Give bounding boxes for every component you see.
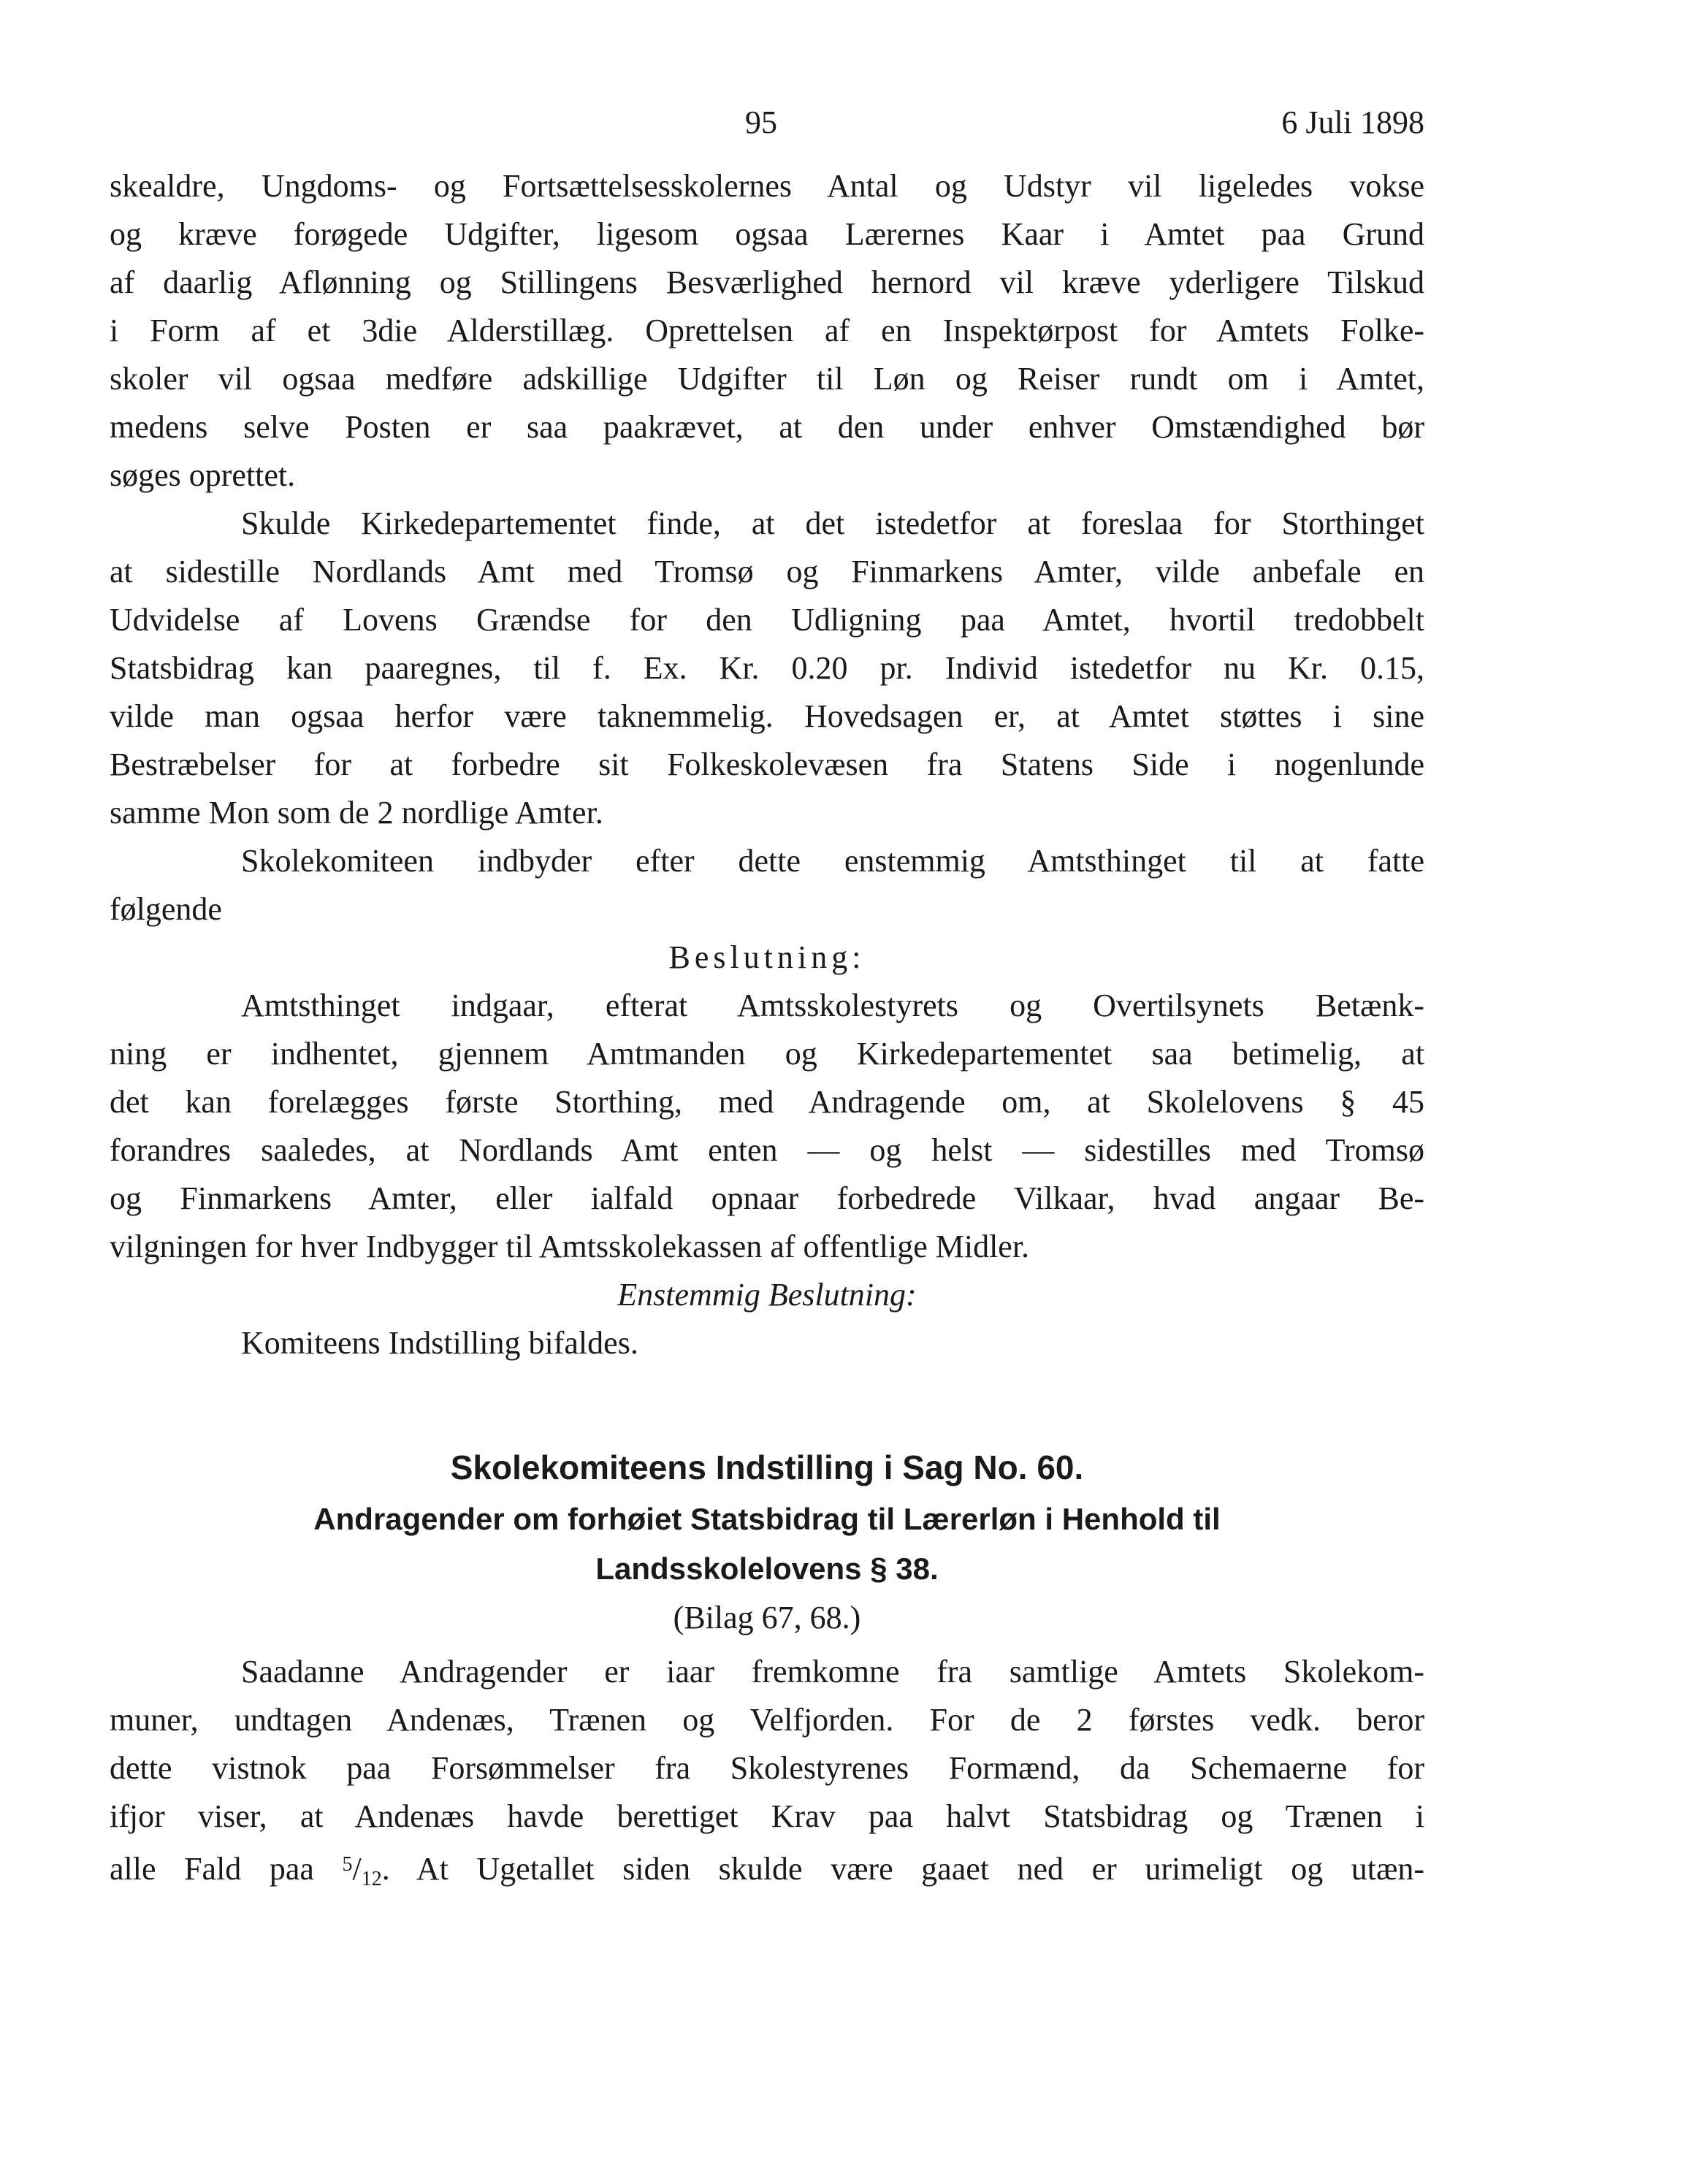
fraction-numerator: 5: [342, 1853, 353, 1876]
text-line: Statsbidrag kan paaregnes, til f. Ex. Kr. 0.20 pr. Individ istedetfor nu Kr. 0.15,: [110, 650, 1424, 686]
text-line: at sidestille Nordlands Amt med Tromsø og Finmarkens Amter, vilde anbefale en: [110, 554, 1424, 589]
unanimous-heading: Enstemmig Beslutning:: [617, 1277, 917, 1313]
fraction-denominator: 12: [361, 1868, 382, 1890]
text-line: Bestræbelser for at forbedre sit Folkeskolevæsen fra Statens Side i nogenlunde: [110, 747, 1424, 782]
text-line: Skulde Kirkedepartementet finde, at det istedetfor at foreslaa for Storthinget: [241, 505, 1424, 541]
text-line: forandres saaledes, at Nordlands Amt enten — og helst — sidestilles med Tromsø: [110, 1132, 1424, 1168]
text-line: det kan forelægges første Storthing, med Andragende om, at Skolelovens § 45: [110, 1084, 1424, 1120]
document-body: [110, 162, 1424, 1889]
text-line: Amtsthinget indgaar, efterat Amtsskolestyrets og Overtilsynets Betænk-: [241, 988, 1424, 1023]
section-subtitle: Landsskolelovens § 38.: [595, 1551, 939, 1586]
paragraph-1: [110, 162, 1424, 500]
page-date: 6 Juli 1898: [1281, 104, 1424, 140]
text-line: og Finmarkens Amter, eller ialfald opnaar forbedrede Vilkaar, hvad angaar Be-: [110, 1180, 1424, 1216]
text-line: skoler vil ogsaa medføre adskillige Udgifter til Løn og Reiser rundt om i Amtet,: [110, 361, 1424, 397]
text-line: muner, undtagen Andenæs, Trænen og Velfjorden. For de 2 førstes vedk. beror: [110, 1702, 1424, 1738]
paragraph-3: [110, 837, 1424, 933]
text-line: medens selve Posten er saa paakrævet, at den under enhver Omstændighed bør: [110, 409, 1424, 445]
text-fragment: . At Ugetallet siden skulde være gaaet ned er urimeligt og utæn-: [381, 1851, 1424, 1887]
paragraph-2: [110, 500, 1424, 837]
text-line: samme Mon som de 2 nordlige Amter.: [110, 795, 603, 831]
text-fragment: alle Fald paa: [110, 1851, 343, 1887]
page-number: 95: [745, 104, 777, 140]
text-line: af daarlig Aflønning og Stillingens Besværlighed hernord vil kræve yderligere Tilskud: [110, 264, 1424, 300]
paragraph-4: [110, 982, 1424, 1271]
text-line: søges oprettet.: [110, 457, 296, 493]
text-line: Udvidelse af Lovens Grændse for den Udligning paa Amtet, hvortil tredobbelt: [110, 602, 1424, 638]
section-title: Skolekomiteens Indstilling i Sag No. 60.: [450, 1448, 1084, 1486]
resolution-heading: Beslutning:: [668, 939, 866, 975]
text-line: skealdre, Ungdoms- og Fortsættelsesskolernes Antal og Udstyr vil ligeledes vokse: [110, 168, 1424, 204]
paragraph-6: [110, 1648, 1424, 1889]
text-line: følgende: [110, 891, 222, 927]
text-line: ning er indhentet, gjennem Amtmanden og Kirkedepartementet saa betimelig, at: [110, 1036, 1424, 1072]
text-line: i Form af et 3die Alderstillæg. Oprettelsen af en Inspektørpost for Amtets Folke-: [110, 313, 1424, 348]
text-line: vilgningen for hver Indbygger til Amtsskolekassen af offentlige Midler.: [110, 1229, 1030, 1264]
text-line: ifjor viser, at Andenæs havde berettiget Krav paa halvt Statsbidrag og Trænen i: [110, 1798, 1424, 1834]
section-subtitle: Andragender om forhøiet Statsbidrag til Lærerløn i Henhold til: [313, 1502, 1221, 1536]
text-line: dette vistnok paa Forsømmelser fra Skolestyrenes Formænd, da Schemaerne for: [110, 1750, 1424, 1786]
text-line: vilde man ogsaa herfor være taknemmelig. Hovedsagen er, at Amtet støttes i sine: [110, 698, 1424, 734]
text-line: og kræve forøgede Udgifter, ligesom ogsaa Lærernes Kaar i Amtet paa Grund: [110, 216, 1424, 252]
text-line: Skolekomiteen indbyder efter dette enstemmig Amtsthinget til at fatte: [241, 843, 1424, 879]
text-line: Saadanne Andragender er iaar fremkomne fra samtlige Amtets Skolekom-: [241, 1654, 1424, 1689]
page-header: [110, 93, 1424, 152]
paragraph-5: Komiteens Indstilling bifaldes.: [241, 1325, 638, 1361]
bilag-reference: (Bilag 67, 68.): [673, 1600, 861, 1635]
text-line: alle Fald paa $^5/_{12}$. At Ugetallet siden skulde være gaaet ned er urimeligt og utæn-: [110, 1851, 1424, 1890]
